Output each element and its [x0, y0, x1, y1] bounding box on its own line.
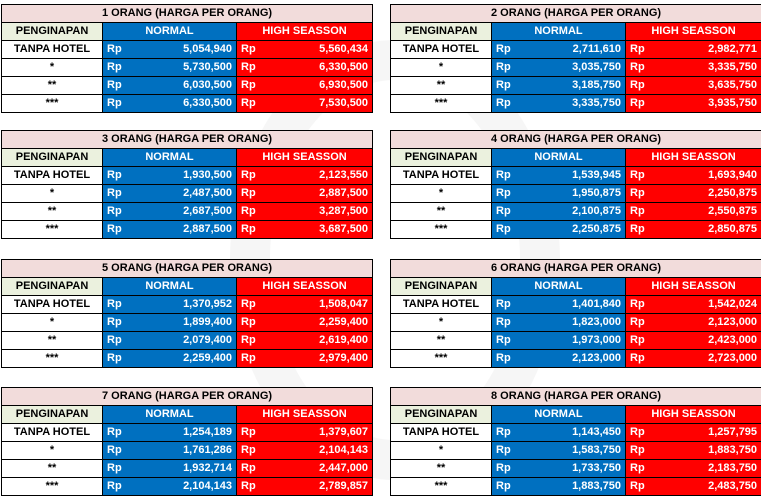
- currency-label: Rp: [103, 167, 129, 185]
- header-normal: NORMAL: [492, 149, 626, 167]
- header-high-season: HIGH SEASSON: [237, 406, 373, 424]
- normal-price: 2,079,400: [129, 332, 237, 350]
- table-row: [2, 41, 373, 59]
- currency-label: Rp: [626, 478, 652, 496]
- header-high-season: HIGH SEASSON: [237, 23, 373, 41]
- high-season-price: 1,257,795: [652, 424, 761, 442]
- price-table-5-orang: [1, 259, 373, 368]
- currency-label: Rp: [103, 296, 129, 314]
- normal-price: 2,123,000: [518, 350, 626, 368]
- currency-label: Rp: [492, 59, 518, 77]
- currency-label: Rp: [492, 478, 518, 496]
- table-row: [391, 185, 761, 203]
- normal-price: 1,950,875: [518, 185, 626, 203]
- currency-label: Rp: [626, 332, 652, 350]
- price-table-2-orang: [390, 4, 761, 113]
- currency-label: Rp: [492, 41, 518, 59]
- table-row: [2, 203, 373, 221]
- currency-label: Rp: [492, 296, 518, 314]
- normal-price: 2,100,875: [518, 203, 626, 221]
- table-row: [2, 95, 373, 113]
- high-season-price: 2,723,000: [652, 350, 761, 368]
- currency-label: Rp: [626, 314, 652, 332]
- high-season-price: 6,330,500: [263, 59, 373, 77]
- high-season-price: 1,508,047: [263, 296, 373, 314]
- table-row: [2, 442, 373, 460]
- normal-price: 1,930,500: [129, 167, 237, 185]
- currency-label: Rp: [237, 167, 263, 185]
- currency-label: Rp: [626, 203, 652, 221]
- table-row: [2, 332, 373, 350]
- high-season-price: 2,850,875: [652, 221, 761, 239]
- high-season-price: 1,379,607: [263, 424, 373, 442]
- accommodation-label: *: [391, 185, 492, 203]
- normal-price: 1,823,000: [518, 314, 626, 332]
- price-table-3-orang: [1, 130, 373, 239]
- accommodation-label: TANPA HOTEL: [391, 296, 492, 314]
- table-title: 8 ORANG (HARGA PER ORANG): [391, 388, 761, 406]
- currency-label: Rp: [492, 203, 518, 221]
- normal-price: 1,254,189: [129, 424, 237, 442]
- currency-label: Rp: [626, 424, 652, 442]
- accommodation-label: TANPA HOTEL: [2, 296, 103, 314]
- high-season-price: 2,447,000: [263, 460, 373, 478]
- normal-price: 1,973,000: [518, 332, 626, 350]
- table-row: [391, 442, 761, 460]
- header-penginapan: PENGINAPAN: [2, 278, 103, 296]
- normal-price: 6,330,500: [129, 95, 237, 113]
- normal-price: 2,687,500: [129, 203, 237, 221]
- normal-price: 3,185,750: [518, 77, 626, 95]
- currency-label: Rp: [103, 95, 129, 113]
- currency-label: Rp: [626, 460, 652, 478]
- accommodation-label: **: [2, 332, 103, 350]
- normal-price: 3,335,750: [518, 95, 626, 113]
- accommodation-label: *: [2, 185, 103, 203]
- table-row: [391, 314, 761, 332]
- header-high-season: HIGH SEASSON: [626, 149, 761, 167]
- table-title: 4 ORANG (HARGA PER ORANG): [391, 131, 761, 149]
- high-season-price: 3,687,500: [263, 221, 373, 239]
- currency-label: Rp: [237, 77, 263, 95]
- currency-label: Rp: [237, 478, 263, 496]
- accommodation-label: ***: [2, 350, 103, 368]
- header-high-season: HIGH SEASSON: [626, 23, 761, 41]
- accommodation-label: **: [391, 332, 492, 350]
- high-season-price: 2,259,400: [263, 314, 373, 332]
- accommodation-label: ***: [391, 95, 492, 113]
- table-row: [391, 296, 761, 314]
- normal-price: 5,054,940: [129, 41, 237, 59]
- accommodation-label: *: [391, 442, 492, 460]
- normal-price: 3,035,750: [518, 59, 626, 77]
- accommodation-label: **: [391, 203, 492, 221]
- price-table-7-orang: [1, 387, 373, 496]
- table-title: 2 ORANG (HARGA PER ORANG): [391, 5, 761, 23]
- header-high-season: HIGH SEASSON: [626, 278, 761, 296]
- currency-label: Rp: [237, 59, 263, 77]
- accommodation-label: TANPA HOTEL: [2, 41, 103, 59]
- currency-label: Rp: [103, 59, 129, 77]
- currency-label: Rp: [103, 314, 129, 332]
- accommodation-label: ***: [2, 478, 103, 496]
- table-row: [2, 77, 373, 95]
- header-normal: NORMAL: [492, 23, 626, 41]
- table-row: [2, 59, 373, 77]
- table-row: [2, 350, 373, 368]
- normal-price: 2,104,143: [129, 478, 237, 496]
- high-season-price: 2,789,857: [263, 478, 373, 496]
- table-row: [2, 221, 373, 239]
- accommodation-label: **: [2, 77, 103, 95]
- high-season-price: 2,979,400: [263, 350, 373, 368]
- price-table-4-orang: [390, 130, 761, 239]
- high-season-price: 2,887,500: [263, 185, 373, 203]
- high-season-price: 5,560,434: [263, 41, 373, 59]
- accommodation-label: *: [391, 314, 492, 332]
- currency-label: Rp: [103, 332, 129, 350]
- accommodation-label: *: [2, 314, 103, 332]
- currency-label: Rp: [626, 59, 652, 77]
- header-normal: NORMAL: [103, 406, 237, 424]
- accommodation-label: **: [391, 77, 492, 95]
- header-normal: NORMAL: [103, 278, 237, 296]
- currency-label: Rp: [492, 460, 518, 478]
- accommodation-label: TANPA HOTEL: [2, 424, 103, 442]
- currency-label: Rp: [237, 460, 263, 478]
- price-table-6-orang: [390, 259, 761, 368]
- high-season-price: 3,635,750: [652, 77, 761, 95]
- high-season-price: 2,550,875: [652, 203, 761, 221]
- normal-price: 1,733,750: [518, 460, 626, 478]
- currency-label: Rp: [237, 185, 263, 203]
- currency-label: Rp: [626, 221, 652, 239]
- high-season-price: 2,619,400: [263, 332, 373, 350]
- currency-label: Rp: [237, 442, 263, 460]
- accommodation-label: **: [2, 460, 103, 478]
- header-high-season: HIGH SEASSON: [237, 149, 373, 167]
- normal-price: 1,883,750: [518, 478, 626, 496]
- currency-label: Rp: [237, 332, 263, 350]
- currency-label: Rp: [492, 95, 518, 113]
- currency-label: Rp: [492, 332, 518, 350]
- accommodation-label: ***: [391, 221, 492, 239]
- table-row: [391, 95, 761, 113]
- currency-label: Rp: [626, 167, 652, 185]
- header-normal: NORMAL: [492, 278, 626, 296]
- currency-label: Rp: [626, 185, 652, 203]
- header-penginapan: PENGINAPAN: [2, 23, 103, 41]
- table-title: 1 ORANG (HARGA PER ORANG): [2, 5, 373, 23]
- accommodation-label: TANPA HOTEL: [391, 424, 492, 442]
- currency-label: Rp: [237, 95, 263, 113]
- table-row: [391, 77, 761, 95]
- high-season-price: 3,935,750: [652, 95, 761, 113]
- normal-price: 6,030,500: [129, 77, 237, 95]
- table-row: [391, 167, 761, 185]
- accommodation-label: TANPA HOTEL: [391, 41, 492, 59]
- currency-label: Rp: [492, 77, 518, 95]
- table-row: [391, 203, 761, 221]
- header-penginapan: PENGINAPAN: [391, 23, 492, 41]
- table-row: [391, 221, 761, 239]
- currency-label: Rp: [626, 77, 652, 95]
- table-title: 3 ORANG (HARGA PER ORANG): [2, 131, 373, 149]
- high-season-price: 2,423,000: [652, 332, 761, 350]
- accommodation-label: *: [391, 59, 492, 77]
- table-row: [2, 296, 373, 314]
- header-penginapan: PENGINAPAN: [391, 149, 492, 167]
- currency-label: Rp: [237, 296, 263, 314]
- table-row: [2, 314, 373, 332]
- currency-label: Rp: [626, 296, 652, 314]
- normal-price: 5,730,500: [129, 59, 237, 77]
- currency-label: Rp: [626, 41, 652, 59]
- high-season-price: 2,250,875: [652, 185, 761, 203]
- header-normal: NORMAL: [103, 149, 237, 167]
- currency-label: Rp: [103, 424, 129, 442]
- currency-label: Rp: [103, 77, 129, 95]
- currency-label: Rp: [492, 167, 518, 185]
- currency-label: Rp: [626, 95, 652, 113]
- table-title: 5 ORANG (HARGA PER ORANG): [2, 260, 373, 278]
- high-season-price: 3,287,500: [263, 203, 373, 221]
- table-row: [391, 460, 761, 478]
- table-row: [391, 478, 761, 496]
- price-table-1-orang: [1, 4, 373, 113]
- accommodation-label: **: [2, 203, 103, 221]
- currency-label: Rp: [492, 350, 518, 368]
- normal-price: 1,583,750: [518, 442, 626, 460]
- header-normal: NORMAL: [492, 406, 626, 424]
- normal-price: 1,143,450: [518, 424, 626, 442]
- table-row: [2, 460, 373, 478]
- high-season-price: 2,982,771: [652, 41, 761, 59]
- currency-label: Rp: [626, 350, 652, 368]
- high-season-price: 2,483,750: [652, 478, 761, 496]
- accommodation-label: TANPA HOTEL: [2, 167, 103, 185]
- currency-label: Rp: [103, 442, 129, 460]
- accommodation-label: *: [2, 442, 103, 460]
- normal-price: 2,259,400: [129, 350, 237, 368]
- table-title: 7 ORANG (HARGA PER ORANG): [2, 388, 373, 406]
- table-row: [391, 350, 761, 368]
- header-high-season: HIGH SEASSON: [626, 406, 761, 424]
- normal-price: 1,539,945: [518, 167, 626, 185]
- normal-price: 2,487,500: [129, 185, 237, 203]
- high-season-price: 1,883,750: [652, 442, 761, 460]
- header-penginapan: PENGINAPAN: [2, 406, 103, 424]
- header-penginapan: PENGINAPAN: [2, 149, 103, 167]
- accommodation-label: ***: [2, 221, 103, 239]
- currency-label: Rp: [103, 203, 129, 221]
- accommodation-label: ***: [391, 350, 492, 368]
- normal-price: 1,899,400: [129, 314, 237, 332]
- normal-price: 2,887,500: [129, 221, 237, 239]
- currency-label: Rp: [492, 314, 518, 332]
- table-row: [391, 41, 761, 59]
- table-row: [2, 185, 373, 203]
- normal-price: 1,932,714: [129, 460, 237, 478]
- header-penginapan: PENGINAPAN: [391, 278, 492, 296]
- accommodation-label: ***: [2, 95, 103, 113]
- table-row: [2, 478, 373, 496]
- currency-label: Rp: [103, 460, 129, 478]
- price-table-8-orang: [390, 387, 761, 496]
- header-penginapan: PENGINAPAN: [391, 406, 492, 424]
- table-row: [391, 332, 761, 350]
- table-row: [2, 424, 373, 442]
- high-season-price: 2,104,143: [263, 442, 373, 460]
- normal-price: 1,370,952: [129, 296, 237, 314]
- accommodation-label: *: [2, 59, 103, 77]
- normal-price: 1,401,840: [518, 296, 626, 314]
- high-season-price: 1,693,940: [652, 167, 761, 185]
- normal-price: 2,711,610: [518, 41, 626, 59]
- high-season-price: 6,930,500: [263, 77, 373, 95]
- currency-label: Rp: [237, 221, 263, 239]
- currency-label: Rp: [492, 185, 518, 203]
- currency-label: Rp: [237, 314, 263, 332]
- table-title: 6 ORANG (HARGA PER ORANG): [391, 260, 761, 278]
- header-normal: NORMAL: [103, 23, 237, 41]
- table-row: [391, 424, 761, 442]
- accommodation-label: TANPA HOTEL: [391, 167, 492, 185]
- currency-label: Rp: [103, 185, 129, 203]
- normal-price: 1,761,286: [129, 442, 237, 460]
- normal-price: 2,250,875: [518, 221, 626, 239]
- currency-label: Rp: [237, 203, 263, 221]
- currency-label: Rp: [626, 442, 652, 460]
- currency-label: Rp: [103, 478, 129, 496]
- high-season-price: 1,542,024: [652, 296, 761, 314]
- high-season-price: 2,123,550: [263, 167, 373, 185]
- currency-label: Rp: [492, 442, 518, 460]
- high-season-price: 2,123,000: [652, 314, 761, 332]
- table-row: [2, 167, 373, 185]
- currency-label: Rp: [103, 41, 129, 59]
- currency-label: Rp: [492, 221, 518, 239]
- currency-label: Rp: [103, 221, 129, 239]
- accommodation-label: ***: [391, 478, 492, 496]
- accommodation-label: **: [391, 460, 492, 478]
- high-season-price: 7,530,500: [263, 95, 373, 113]
- table-row: [391, 59, 761, 77]
- currency-label: Rp: [492, 424, 518, 442]
- currency-label: Rp: [237, 41, 263, 59]
- currency-label: Rp: [103, 350, 129, 368]
- high-season-price: 3,335,750: [652, 59, 761, 77]
- currency-label: Rp: [237, 424, 263, 442]
- high-season-price: 2,183,750: [652, 460, 761, 478]
- header-high-season: HIGH SEASSON: [237, 278, 373, 296]
- currency-label: Rp: [237, 350, 263, 368]
